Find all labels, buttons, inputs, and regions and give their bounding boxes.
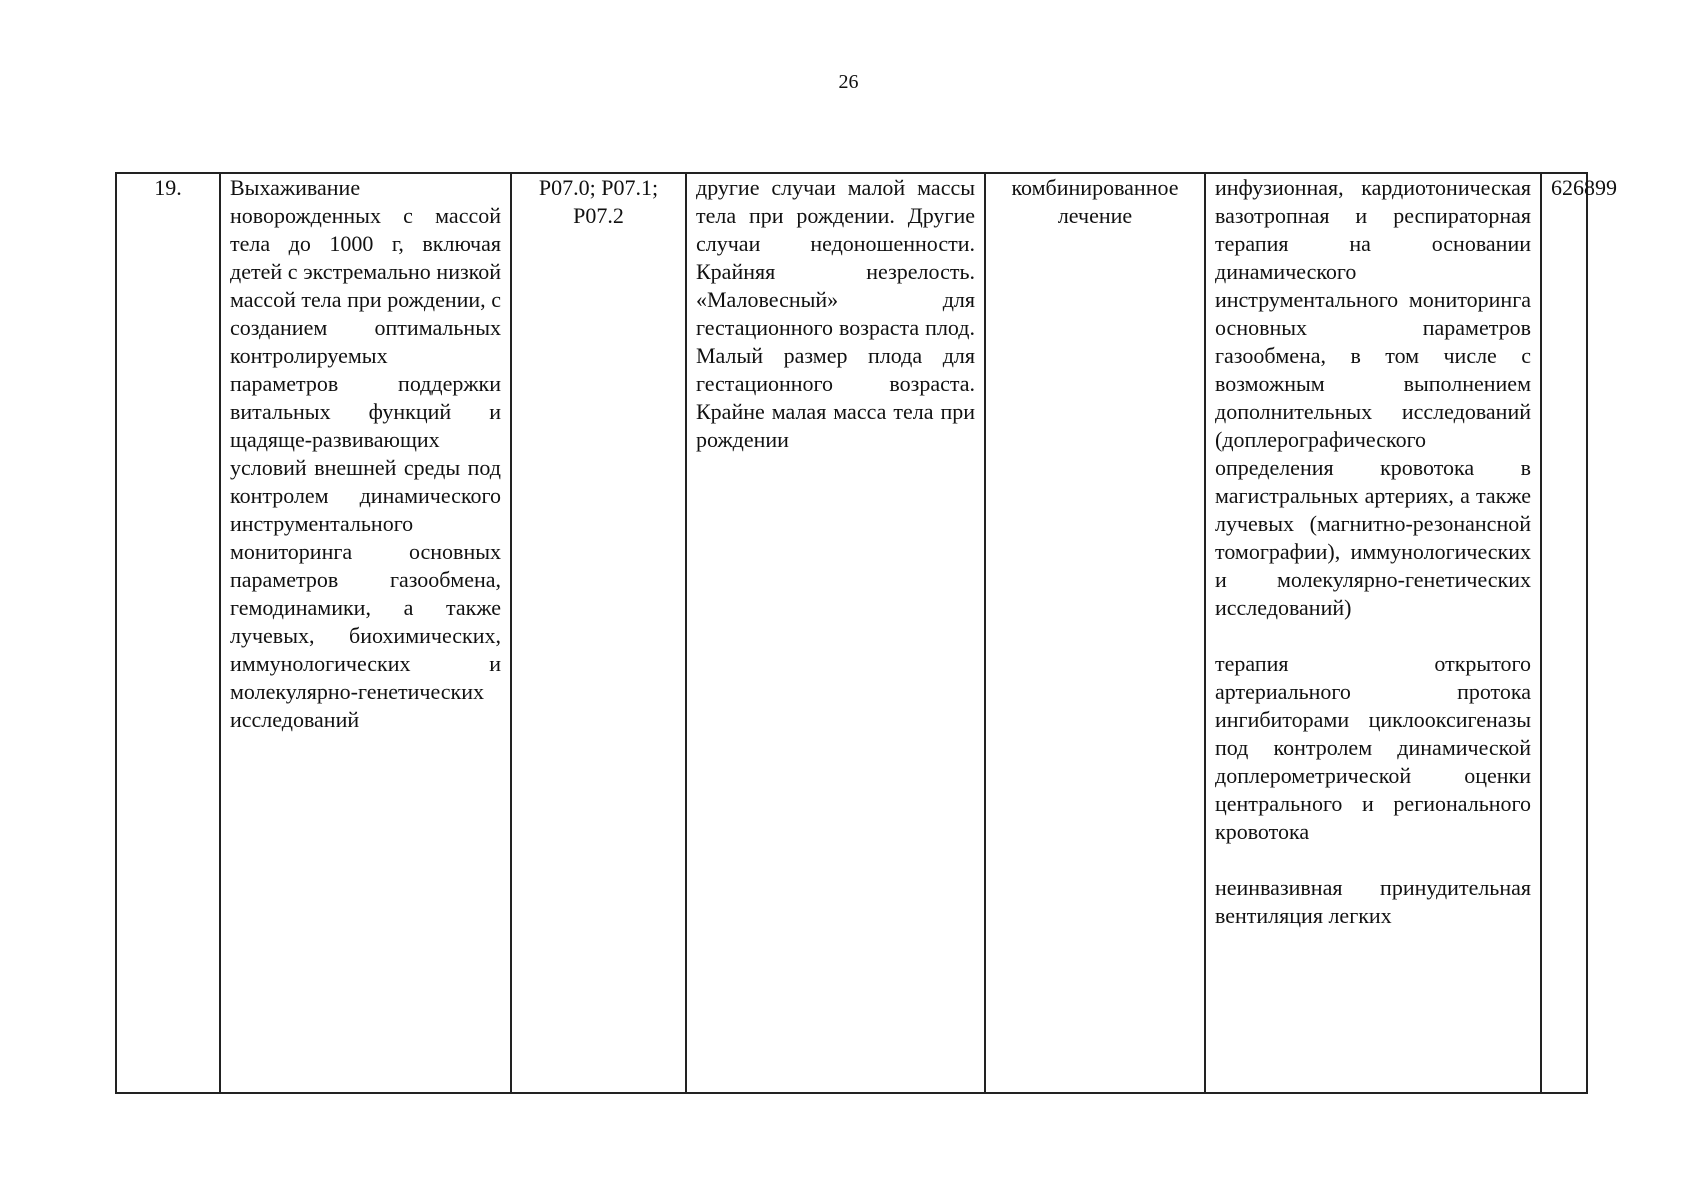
treatment-method-paragraph: инфузионная, кардиотоническая вазотропная и респираторная терапия на основании динамического инструментального мониторинга основных параметров газообмена, в том числе с возможным выполнением дополнительных исследований (доплерографического определения кровотока в магистральных артериях, а также лучевых (магнитно-резонансной томографии), иммунологических и молекулярно-генетических исследований) — [1215, 175, 1531, 620]
treatment-method-paragraph: терапия открытого артериального протока ингибиторами циклооксигеназы под контролем динамической доплерометрической оценки центрального и регионального кровотока — [1215, 651, 1531, 844]
page-number: 26 — [838, 71, 859, 93]
treatment-type-cell: комбинированное лечение — [985, 173, 1205, 1093]
patient-model-cell: другие случаи малой массы тела при рождении. Другие случаи недоношенности. Крайняя незрелость. «Маловесный» для гестационного возраста плод. Малый размер плода для гестационного возраста. Крайне малая масса тела при рождении — [686, 173, 985, 1093]
treatment-method-paragraph: неинвазивная принудительная вентиляция легких — [1215, 875, 1531, 928]
icd-codes-cell: P07.0; P07.1; P07.2 — [511, 173, 686, 1093]
table-row — [116, 173, 1587, 1093]
care-table — [115, 172, 1617, 1094]
row-number-cell: 19. — [116, 173, 220, 1093]
cost-cell: 626899 — [1541, 173, 1587, 1093]
treatment-methods-cell — [1205, 173, 1541, 1093]
care-profile-name-cell: Выхаживание новорожденных с массой тела до 1000 г, включая детей с экстремально низкой массой тела при рождении, с созданием оптимальных контролируемых параметров поддержки витальных функций и щадяще-развивающих условий внешней среды под контролем динамического инструментального мониторинга основных параметров газообмена, гемодинамики, а также лучевых, биохимических, иммунологических и молекулярно-генетических исследований — [220, 173, 511, 1093]
